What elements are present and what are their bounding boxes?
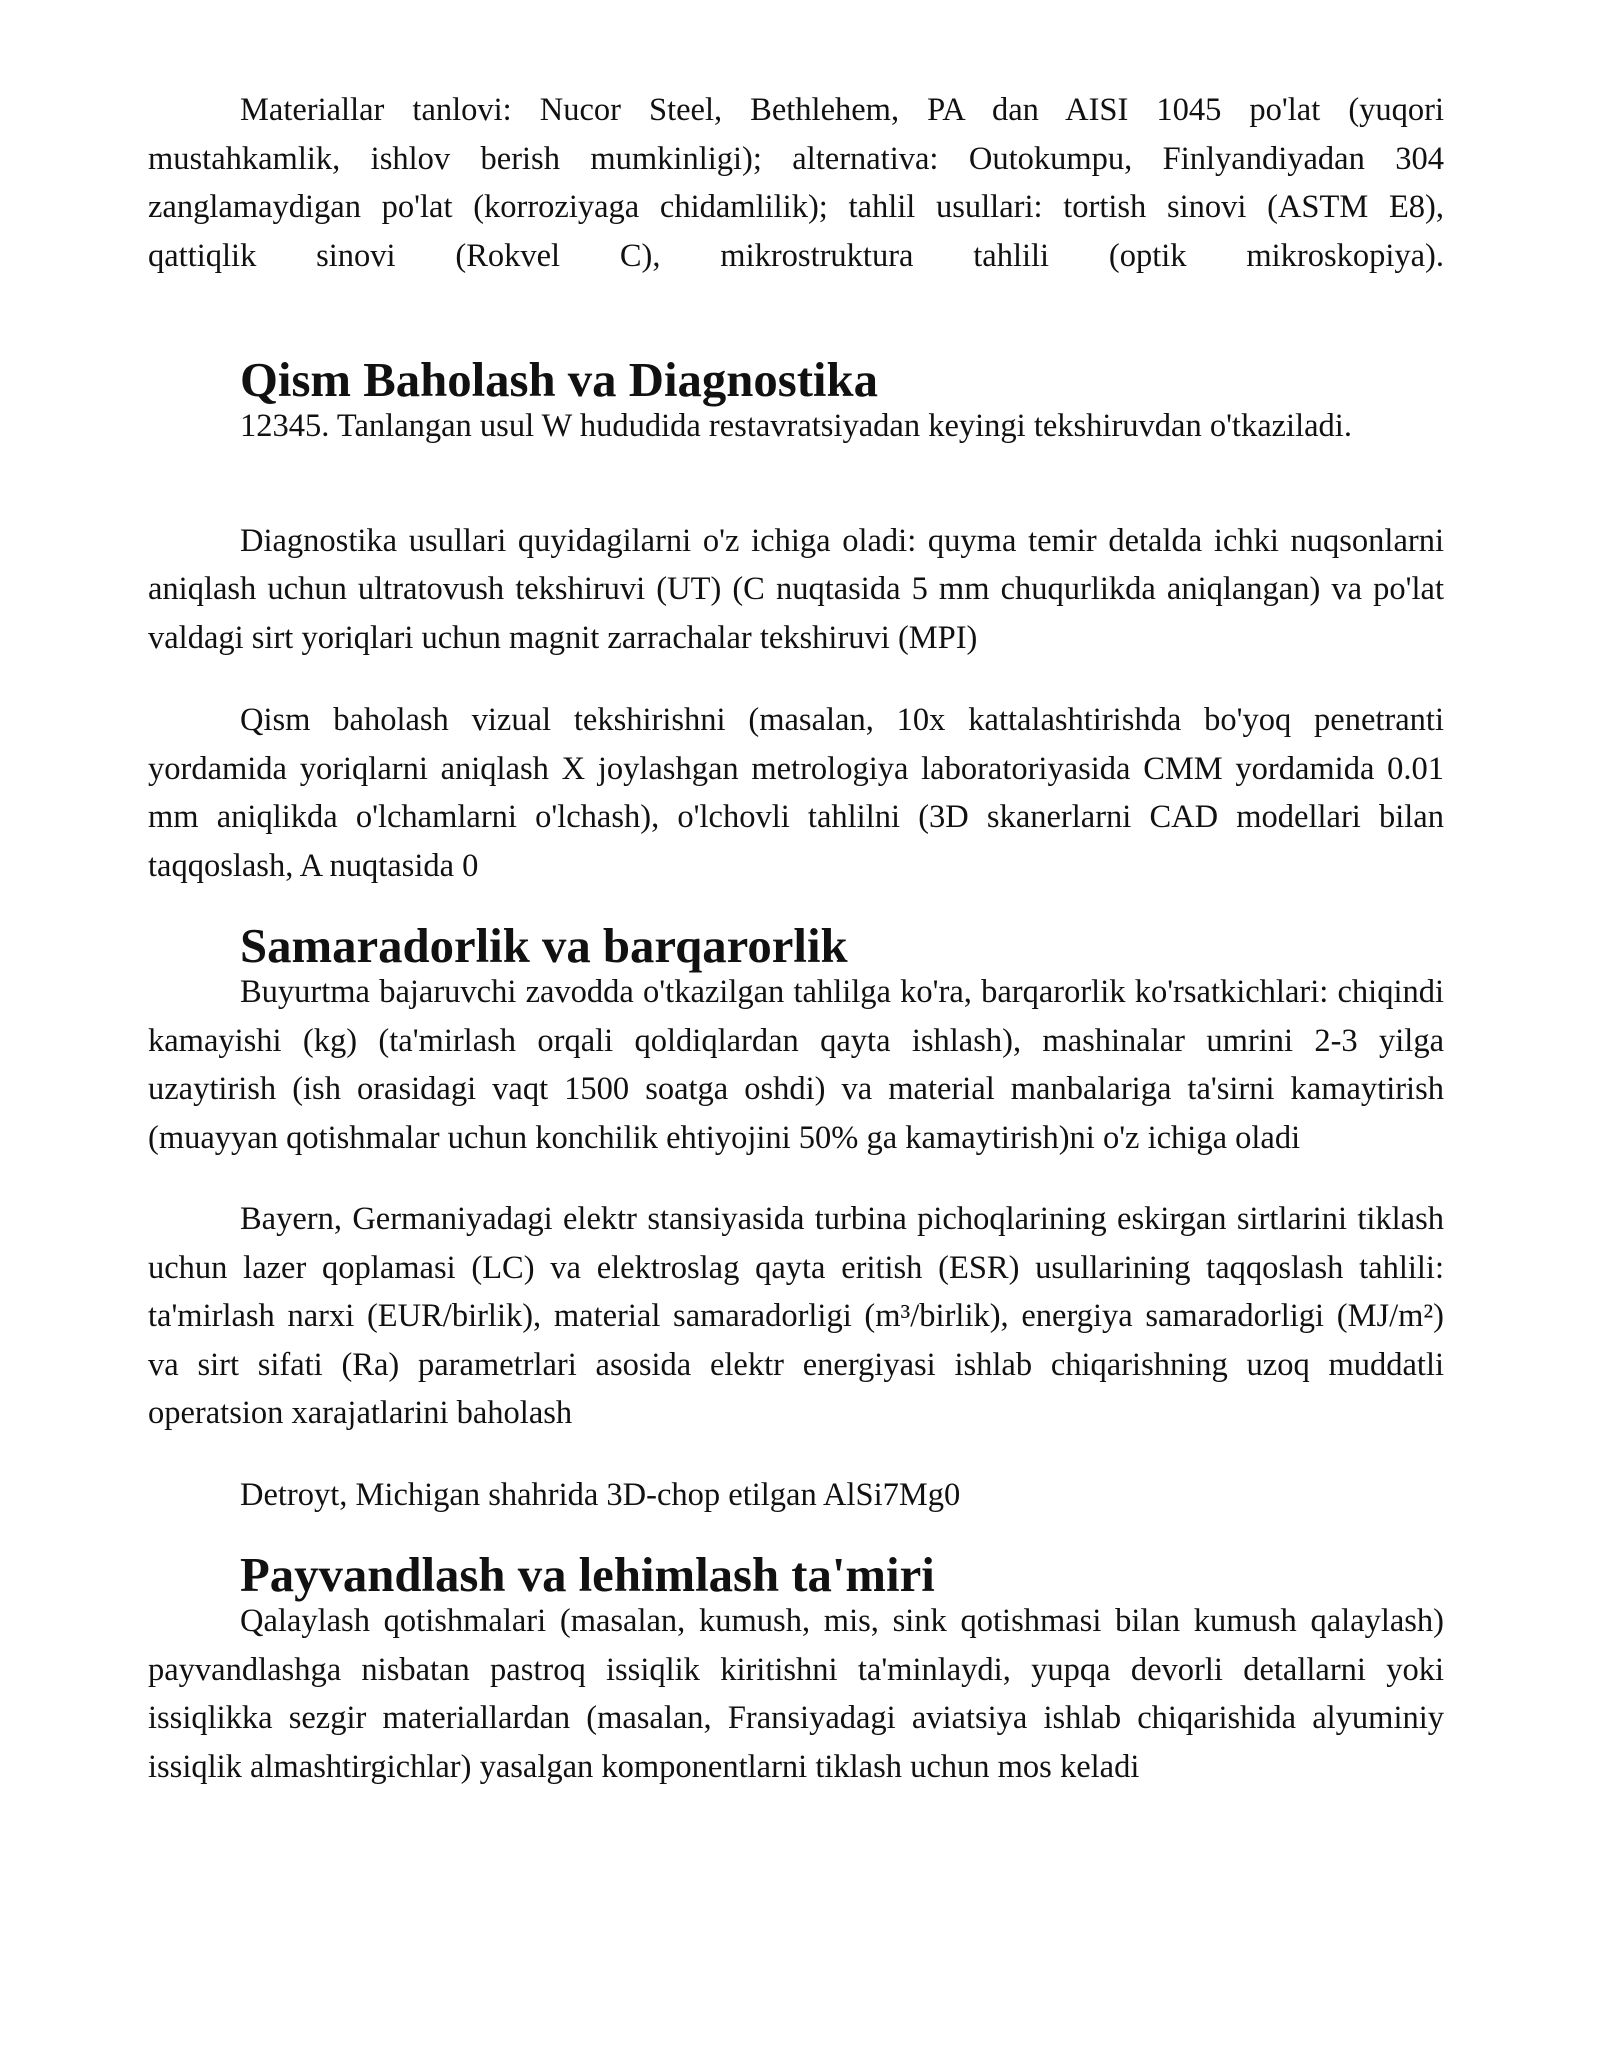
paragraph-diagnostics: Diagnostika usullari quyidagilarni o'z ichiga oladi: quyma temir detalda ichki nuqsonlarni aniqlash uchun ultratovush tekshiruvi (UT) (C nuqtasida 5 mm chuqurlikda aniqlangan) va po'lat valdagi sirt yoriqlari uchun magnit zarrachalar tekshiruvi (MPI) (148, 522, 1444, 656)
spacer (148, 451, 1444, 517)
spacer (148, 1162, 1444, 1195)
paragraph-comparison: Bayern, Germaniyadagi elektr stansiyasida turbina pichoqlarining eskirgan sirtlarini tiklash uchun lazer qoplamasi (LC) va elektroslag qayta eritish (ESR) usullarining taqqoslash tahlili: ta'mirlash narxi (EUR/birlik), material samaradorligi (m³/birlik), energiya samaradorligi (MJ/m²) va sirt sifati (Ra) parametrlari asosida elektr energiyasi ishlab chiqarishning uzoq muddatli operatsion xarajatlarini baholash (148, 1201, 1444, 1431)
section-heading-welding: Payvandlash va lehimlash ta'miri (240, 1548, 935, 1602)
spacer (148, 280, 1444, 358)
spacer (148, 662, 1444, 696)
paragraph-sustainability: Buyurtma bajaruvchi zavodda o'tkazilgan tahlilga ko'ra, barqarorlik ko'rsatkichlari: chiqindi kamayishi (kg) (ta'mirlash orqali qoldiqlardan qayta ishlash), mashinalar umrini 2-3 yilga uzaytirish (ish orasidagi vaqt 1500 soatga oshdi) va material manbalariga ta'sirni kamaytirish (muayyan qotishmalar uchun konchilik ehtiyojini 50% ga kamaytirish)ni o'z ichiga oladi (148, 974, 1444, 1156)
section-heading-sustainability: Samaradorlik va barqarorlik (240, 919, 848, 973)
paragraph-materials: Materiallar tanlovi: Nucor Steel, Bethlehem, PA dan AISI 1045 po'lat (yuqori mustahkamlik, ishlov berish mumkinligi); alternativa: Outokumpu, Finlyandiyadan 304 zanglamaydigan po'lat (korroziyaga chidamlilik); tahlil usullari: tortish sinovi (ASTM E8), qattiqlik sinovi (Rokvel C), mikrostruktura tahlili (optik mikroskopiya). (148, 92, 1444, 274)
paragraph-detroit: Detroyt, Michigan shahrida 3D-chop etilgan AlSi7Mg0 (240, 1476, 961, 1513)
document-page (148, 86, 1444, 1791)
section-heading-assessment: Qism Baholash va Diagnostika (240, 353, 878, 407)
paragraph-brazing: Qalaylash qotishmalari (masalan, kumush, mis, sink qotishmasi bilan kumush qalaylash) payvandlashga nisbatan pastroq issiqlik kiritishni ta'minlaydi, yupqa devorli detallarni yoki issiqlikka sezgir materiallardan (masalan, Fransiyadagi aviatsiya ishlab chiqarishida alyuminiy issiqlik almashtirgichlar) yasalgan komponentlarni tiklash uchun mos keladi (148, 1603, 1444, 1785)
spacer (148, 1438, 1444, 1471)
paragraph-inspection: 12345. Tanlangan usul W hududida restavratsiyadan keyingi tekshiruvdan o'tkaziladi. (240, 408, 1352, 444)
paragraph-part-evaluation: Qism baholash vizual tekshirishni (masalan, 10x kattalashtirishda bo'yoq penetranti yordamida yoriqlarni aniqlash X joylashgan metrologiya laboratoriyasida CMM yordamida 0.01 mm aniqlikda o'lchamlarni o'lchash), o'lchovli tahlilni (3D skanerlarni CAD modellari bilan taqqoslash, A nuqtasida 0 (148, 702, 1444, 884)
